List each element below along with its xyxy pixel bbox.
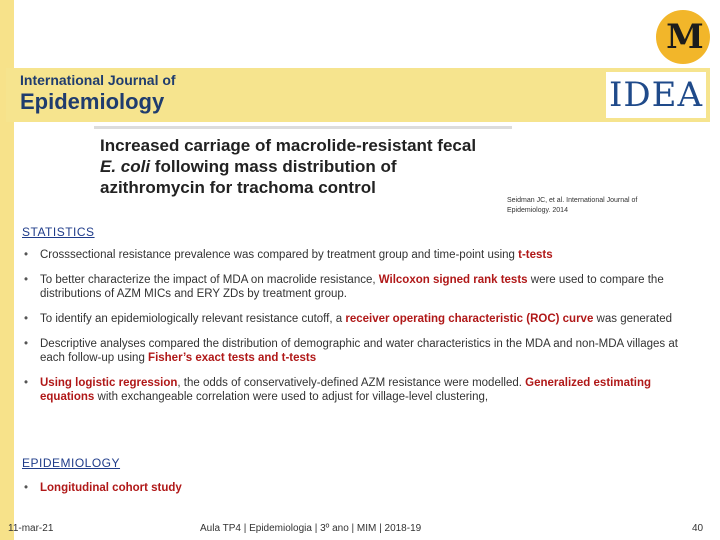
- statistics-bullet: [22, 312, 690, 326]
- bullet-highlight: Using logistic regression: [40, 377, 178, 389]
- bullet-text: with exchangeable correlation were used to adjust for village-level clustering,: [94, 391, 489, 403]
- bullet-text: Descriptive analyses compared the distribution of demographic and water characteristics in the MDA and non-MDA villages at each follow-up using: [40, 338, 678, 364]
- article-title-line: azithromycin for trachoma control: [100, 178, 376, 197]
- citation: Seidman JC, et al. International Journal of Epidemiology. 2014: [507, 197, 638, 214]
- idea-logo-text: IDEA: [608, 75, 704, 115]
- statistics-bullet: [22, 376, 690, 404]
- article-title-italic: E. coli: [100, 157, 151, 176]
- bullet-text: To better characterize the impact of MDA on macrolide resistance,: [40, 274, 379, 286]
- idea-logo: [606, 72, 706, 118]
- statistics-bullet-list: [22, 248, 690, 415]
- logo-letter: M: [666, 17, 700, 57]
- bullet-marker: •: [24, 313, 29, 325]
- statistics-bullet: [22, 337, 690, 365]
- bullet-highlight: t-tests: [518, 249, 553, 261]
- bullet-marker: •: [24, 249, 29, 261]
- journal-title: [20, 72, 176, 115]
- bullet-highlight: Generalized estimating equations: [40, 377, 652, 403]
- university-logo: [656, 10, 710, 64]
- bullet-text: were used to compare the distributions of AZM MICs and ERY ZDs by treatment group.: [40, 274, 664, 300]
- bullet-text: was generated: [593, 313, 672, 325]
- bullet-highlight: Longitudinal cohort study: [40, 482, 182, 494]
- epidemiology-bullet-list: [22, 481, 690, 506]
- bullet-marker: •: [24, 482, 29, 494]
- article-title-line: Increased carriage of macrolide-resistant fecal: [100, 136, 477, 155]
- bullet-marker: •: [24, 274, 29, 286]
- article-title: [100, 135, 476, 198]
- article-title-line-rest: following mass distribution of: [150, 157, 397, 176]
- footer-page-number: 40: [692, 523, 704, 534]
- bullet-marker: •: [24, 377, 29, 389]
- article-title-box: [94, 126, 512, 199]
- article-title-line: [100, 156, 476, 177]
- journal-title-line1: International Journal of: [20, 72, 176, 88]
- footer-date: 11-mar-21: [8, 523, 54, 534]
- epidemiology-bullet: [22, 481, 690, 495]
- statistics-bullet: [22, 273, 690, 301]
- journal-title-line2: Epidemiology: [20, 89, 165, 114]
- footer-course: Aula TP4 | Epidemiologia | 3º ano | MIM | 2018-19: [200, 523, 422, 534]
- epidemiology-heading: EPIDEMIOLOGY: [22, 456, 121, 470]
- bullet-text: Crosssectional resistance prevalence was compared by treatment group and time-point using: [40, 249, 519, 261]
- statistics-heading: STATISTICS: [22, 225, 95, 239]
- statistics-bullet: [22, 248, 690, 262]
- bullet-marker: •: [24, 338, 29, 350]
- bullet-highlight: receiver operating characteristic (ROC) curve: [345, 313, 594, 325]
- bullet-text: , the odds of conservatively-defined AZM resistance were modelled.: [177, 377, 526, 389]
- bullet-highlight: Wilcoxon signed rank tests: [378, 274, 528, 286]
- bullet-text: To identify an epidemiologically relevant resistance cutoff, a: [40, 313, 346, 325]
- bullet-highlight: Fisher’s exact tests and t-tests: [148, 352, 317, 364]
